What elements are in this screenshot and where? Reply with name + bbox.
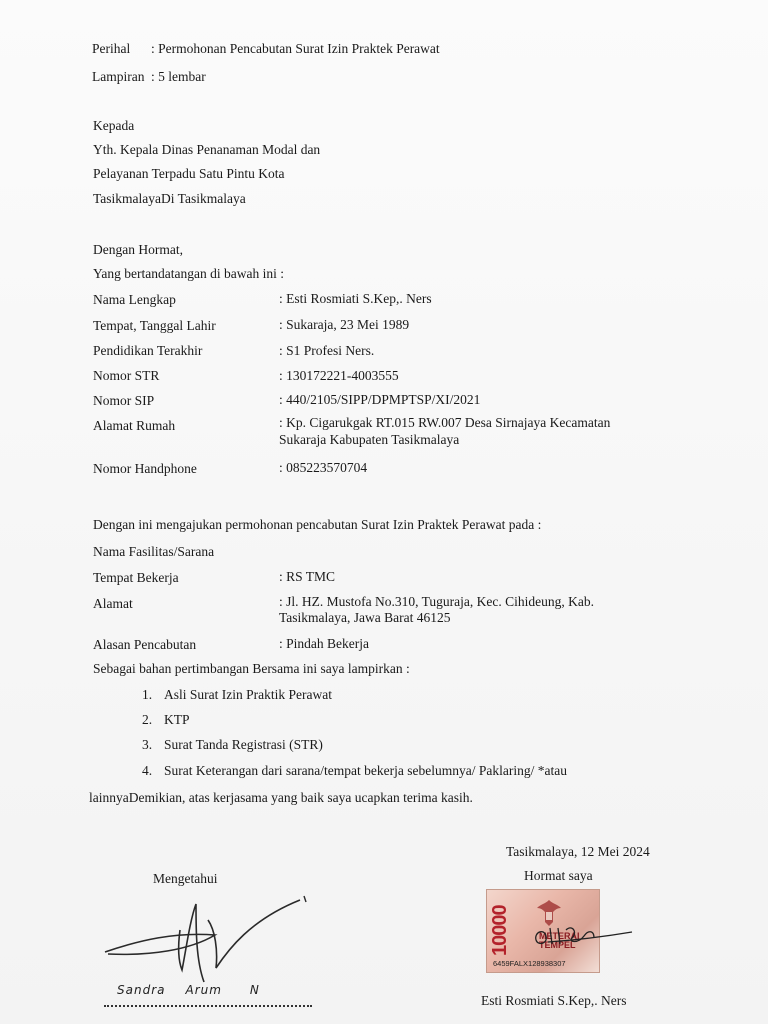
perihal-value: : Permohonan Pencabutan Surat Izin Praktek Perawat [151,41,440,56]
attachment-item-4: Surat Keterangan dari sarana/tempat bekerja sebelumnya/ Paklaring/ *atau [164,763,567,778]
closing-line: lainnyaDemikian, atas kerjasama yang baik saya ucapkan terima kasih. [89,790,473,805]
place-date: Tasikmalaya, 12 Mei 2024 [506,844,650,859]
perihal-label: Perihal [92,41,131,56]
field-value-handphone: : 085223570704 [279,460,368,475]
field-value-sip: : 440/2105/SIPP/DPMPTSP/XI/2021 [279,392,481,407]
reason-value: : Pindah Bekerja [279,636,369,651]
workplace-address-value-2: Tasikmalaya, Jawa Barat 46125 [279,610,451,625]
right-signature-icon [528,918,638,958]
field-label-sip: Nomor SIP [93,393,155,408]
attachment-item-3: Surat Tanda Registrasi (STR) [164,737,323,752]
intro-line: Yang bertandatangan di bawah ini : [93,266,284,281]
left-signatory-name-handwritten: Sandra Arum N [117,983,259,997]
field-label-ttl: Tempat, Tanggal Lahir [93,318,216,333]
attachment-item-1: Asli Surat Izin Praktik Perawat [164,687,332,702]
left-signatory-title: Mengetahui [153,871,218,886]
field-value-alamat-rumah: : Kp. Cigarukgak RT.015 RW.007 Desa Sirnajaya Kecamatan [279,415,611,430]
stamp-serial: 6459FALX128938307 [493,959,566,968]
recipient-line-1: Kepada [93,118,135,133]
workplace-address-value: : Jl. HZ. Mustofa No.310, Tuguraja, Kec. Cihideung, Kab. [279,594,594,609]
stamp-words: METERAI TEMPEL [539,931,580,950]
recipient-line-4: TasikmalayaDi Tasikmalaya [93,191,246,206]
lampiran-value: : 5 lembar [151,69,206,84]
left-signature-line [104,1005,312,1007]
field-value-pendidikan: : S1 Profesi Ners. [279,343,375,358]
attachment-num-1: 1. [142,687,153,702]
workplace-label: Tempat Bekerja [93,570,179,585]
facility-label: Nama Fasilitas/Sarana [93,544,215,559]
field-value-ttl: : Sukaraja, 23 Mei 1989 [279,317,410,332]
attachments-intro: Sebagai bahan pertimbangan Bersama ini saya lampirkan : [93,661,410,676]
field-value-alamat-rumah-2: Sukaraja Kabupaten Tasikmalaya [279,432,460,447]
field-value-str: : 130172221-4003555 [279,368,399,383]
recipient-line-3: Pelayanan Terpadu Satu Pintu Kota [93,166,285,181]
left-signature-icon [100,890,315,995]
attachment-num-3: 3. [142,737,153,752]
field-label-nama: Nama Lengkap [93,292,176,307]
right-signatory-title: Hormat saya [524,868,593,883]
field-label-str: Nomor STR [93,368,160,383]
attachment-item-2: KTP [164,712,190,727]
attachment-num-2: 2. [142,712,153,727]
right-signatory-name: Esti Rosmiati S.Kep,. Ners [481,993,627,1008]
request-intro: Dengan ini mengajukan permohonan pencabutan Surat Izin Praktek Perawat pada : [93,517,542,532]
greeting: Dengan Hormat, [93,242,183,257]
field-label-pendidikan: Pendidikan Terakhir [93,343,203,358]
workplace-address-label: Alamat [93,596,133,611]
field-label-handphone: Nomor Handphone [93,461,197,476]
reason-label: Alasan Pencabutan [93,637,197,652]
recipient-line-2: Yth. Kepala Dinas Penanaman Modal dan [93,142,321,157]
stamp-denomination: 10000 [489,905,511,956]
field-value-nama: : Esti Rosmiati S.Kep,. Ners [279,291,432,306]
attachment-num-4: 4. [142,763,153,778]
workplace-value: : RS TMC [279,569,336,584]
field-label-alamat-rumah: Alamat Rumah [93,418,176,433]
lampiran-label: Lampiran [92,69,145,84]
